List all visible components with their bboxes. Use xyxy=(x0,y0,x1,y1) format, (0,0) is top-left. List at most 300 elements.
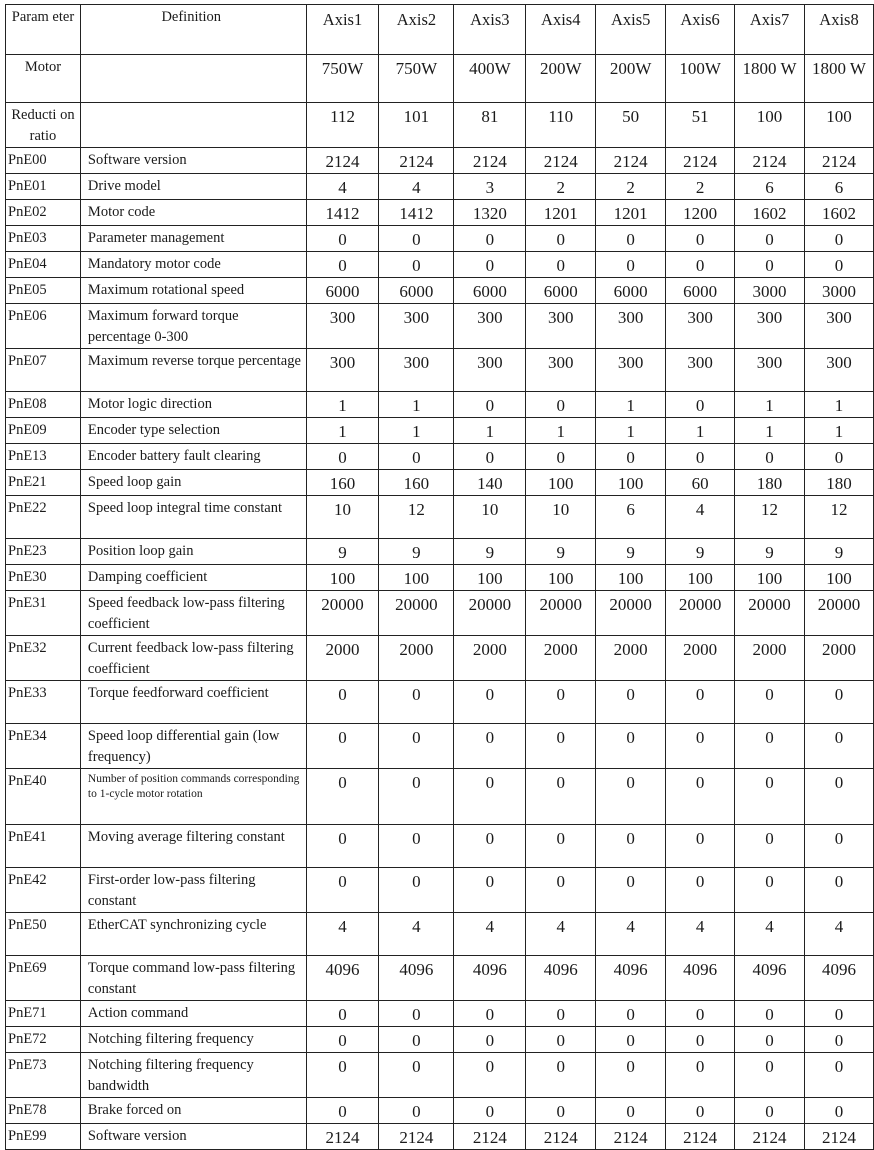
axis-1-value-cell: 2124 xyxy=(306,1124,379,1150)
axis-4-value-cell: 100 xyxy=(526,470,596,496)
definition-cell: Number of position commands corresponding to 1-cycle motor rotation xyxy=(80,769,306,825)
axis-7-value-cell: 6 xyxy=(735,174,805,200)
axis-6-value-cell: 2 xyxy=(666,174,735,200)
definition-cell: Position loop gain xyxy=(80,539,306,565)
axis-1-value-cell: 112 xyxy=(306,103,379,148)
table-row xyxy=(6,304,874,349)
table-row xyxy=(6,956,874,1001)
axis-4-value-cell: 0 xyxy=(526,226,596,252)
definition-cell: Encoder battery fault clearing xyxy=(80,444,306,470)
axis-6-value-cell: 4 xyxy=(666,913,735,956)
table-row xyxy=(6,913,874,956)
param-cell: PnE69 xyxy=(6,956,81,1001)
axis-7-value-cell: 0 xyxy=(735,825,805,868)
axis-4-value-cell: 2124 xyxy=(526,1124,596,1150)
axis-2-value-cell: 100 xyxy=(379,565,454,591)
axis-5-value-cell: 0 xyxy=(596,252,666,278)
axis-4-value-cell: 0 xyxy=(526,1001,596,1027)
definition-cell: Brake forced on xyxy=(80,1098,306,1124)
axis-2-value-cell: 160 xyxy=(379,470,454,496)
axis-5-value-cell: 4096 xyxy=(596,956,666,1001)
param-cell: PnE23 xyxy=(6,539,81,565)
axis-6-value-cell: 2000 xyxy=(666,636,735,681)
param-cell: PnE31 xyxy=(6,591,81,636)
definition-cell: Motor logic direction xyxy=(80,392,306,418)
axis-4-value-cell: 1 xyxy=(526,418,596,444)
axis-3-value-cell: 0 xyxy=(454,226,526,252)
axis-5-value-cell: 0 xyxy=(596,1027,666,1053)
axis-3-value-cell: 10 xyxy=(454,496,526,539)
axis-4-value-cell: 100 xyxy=(526,565,596,591)
axis-7-value-cell: 0 xyxy=(735,252,805,278)
axis-1-value-cell: 0 xyxy=(306,1053,379,1098)
table-header-row xyxy=(6,5,874,55)
axis-2-value-cell: 750W xyxy=(379,55,454,103)
axis-6-value-cell: 0 xyxy=(666,444,735,470)
definition-cell: Maximum forward torque percentage 0-300 xyxy=(80,304,306,349)
table-row xyxy=(6,868,874,913)
param-cell: PnE00 xyxy=(6,148,81,174)
axis-8-value-cell: 2000 xyxy=(804,636,873,681)
header-axis-5: Axis5 xyxy=(596,5,666,55)
header-axis-2: Axis2 xyxy=(379,5,454,55)
param-cell: PnE34 xyxy=(6,724,81,769)
axis-5-value-cell: 1 xyxy=(596,392,666,418)
axis-8-value-cell: 2124 xyxy=(804,148,873,174)
axis-7-value-cell: 0 xyxy=(735,226,805,252)
axis-8-value-cell: 0 xyxy=(804,1053,873,1098)
axis-1-value-cell: 9 xyxy=(306,539,379,565)
header-axis-8: Axis8 xyxy=(804,5,873,55)
axis-3-value-cell: 300 xyxy=(454,349,526,392)
axis-4-value-cell: 0 xyxy=(526,1098,596,1124)
axis-5-value-cell: 0 xyxy=(596,724,666,769)
axis-8-value-cell: 3000 xyxy=(804,278,873,304)
definition-cell xyxy=(80,55,306,103)
axis-3-value-cell: 100 xyxy=(454,565,526,591)
axis-6-value-cell: 100 xyxy=(666,565,735,591)
axis-8-value-cell: 2124 xyxy=(804,1124,873,1150)
param-cell: PnE21 xyxy=(6,470,81,496)
axis-1-value-cell: 0 xyxy=(306,825,379,868)
axis-3-value-cell: 4096 xyxy=(454,956,526,1001)
definition-cell: Drive model xyxy=(80,174,306,200)
definition-cell: Speed feedback low-pass filtering coefficient xyxy=(80,591,306,636)
axis-2-value-cell: 0 xyxy=(379,252,454,278)
axis-8-value-cell: 100 xyxy=(804,565,873,591)
axis-2-value-cell: 0 xyxy=(379,226,454,252)
axis-8-value-cell: 300 xyxy=(804,349,873,392)
param-cell: PnE42 xyxy=(6,868,81,913)
axis-5-value-cell: 0 xyxy=(596,444,666,470)
axis-2-value-cell: 300 xyxy=(379,304,454,349)
axis-6-value-cell: 0 xyxy=(666,1053,735,1098)
axis-8-value-cell: 4 xyxy=(804,913,873,956)
definition-cell: Damping coefficient xyxy=(80,565,306,591)
table-row xyxy=(6,252,874,278)
definition-cell: Action command xyxy=(80,1001,306,1027)
axis-7-value-cell: 100 xyxy=(735,565,805,591)
axis-8-value-cell: 6 xyxy=(804,174,873,200)
axis-5-value-cell: 0 xyxy=(596,1098,666,1124)
axis-4-value-cell: 2124 xyxy=(526,148,596,174)
axis-8-value-cell: 0 xyxy=(804,868,873,913)
table-body xyxy=(6,55,874,1150)
axis-4-value-cell: 6000 xyxy=(526,278,596,304)
param-cell: PnE05 xyxy=(6,278,81,304)
axis-6-value-cell: 0 xyxy=(666,226,735,252)
axis-3-value-cell: 9 xyxy=(454,539,526,565)
axis-8-value-cell: 1602 xyxy=(804,200,873,226)
param-cell: PnE32 xyxy=(6,636,81,681)
axis-8-value-cell: 300 xyxy=(804,304,873,349)
axis-8-value-cell: 100 xyxy=(804,103,873,148)
axis-3-value-cell: 0 xyxy=(454,252,526,278)
axis-6-value-cell: 6000 xyxy=(666,278,735,304)
axis-4-value-cell: 10 xyxy=(526,496,596,539)
axis-5-value-cell: 0 xyxy=(596,868,666,913)
axis-2-value-cell: 101 xyxy=(379,103,454,148)
axis-1-value-cell: 6000 xyxy=(306,278,379,304)
axis-2-value-cell: 0 xyxy=(379,825,454,868)
definition-cell: Current feedback low-pass filtering coefficient xyxy=(80,636,306,681)
definition-cell: Speed loop differential gain (low frequency) xyxy=(80,724,306,769)
axis-6-value-cell: 51 xyxy=(666,103,735,148)
table-row xyxy=(6,769,874,825)
axis-4-value-cell: 0 xyxy=(526,392,596,418)
axis-6-value-cell: 0 xyxy=(666,825,735,868)
axis-6-value-cell: 9 xyxy=(666,539,735,565)
header-axis-7: Axis7 xyxy=(735,5,805,55)
table-row xyxy=(6,55,874,103)
axis-8-value-cell: 1800 W xyxy=(804,55,873,103)
axis-8-value-cell: 4096 xyxy=(804,956,873,1001)
axis-5-value-cell: 6000 xyxy=(596,278,666,304)
axis-4-value-cell: 0 xyxy=(526,444,596,470)
param-cell: PnE41 xyxy=(6,825,81,868)
definition-cell: Notching filtering frequency xyxy=(80,1027,306,1053)
axis-6-value-cell: 100W xyxy=(666,55,735,103)
table-row xyxy=(6,278,874,304)
table-row xyxy=(6,392,874,418)
param-cell: PnE73 xyxy=(6,1053,81,1098)
axis-8-value-cell: 9 xyxy=(804,539,873,565)
axis-2-value-cell: 4 xyxy=(379,174,454,200)
axis-5-value-cell: 0 xyxy=(596,825,666,868)
axis-2-value-cell: 0 xyxy=(379,1027,454,1053)
axis-1-value-cell: 1412 xyxy=(306,200,379,226)
axis-5-value-cell: 0 xyxy=(596,226,666,252)
axis-3-value-cell: 1320 xyxy=(454,200,526,226)
definition-cell: Maximum rotational speed xyxy=(80,278,306,304)
axis-3-value-cell: 2000 xyxy=(454,636,526,681)
axis-8-value-cell: 1 xyxy=(804,392,873,418)
axis-1-value-cell: 20000 xyxy=(306,591,379,636)
axis-2-value-cell: 2124 xyxy=(379,148,454,174)
axis-1-value-cell: 0 xyxy=(306,769,379,825)
axis-7-value-cell: 9 xyxy=(735,539,805,565)
axis-8-value-cell: 0 xyxy=(804,226,873,252)
param-cell: Reducti on ratio xyxy=(6,103,81,148)
axis-3-value-cell: 0 xyxy=(454,1053,526,1098)
axis-4-value-cell: 1201 xyxy=(526,200,596,226)
axis-7-value-cell: 0 xyxy=(735,724,805,769)
axis-5-value-cell: 9 xyxy=(596,539,666,565)
table-row xyxy=(6,1001,874,1027)
axis-5-value-cell: 0 xyxy=(596,681,666,724)
axis-2-value-cell: 1412 xyxy=(379,200,454,226)
parameter-table xyxy=(5,4,874,1150)
axis-7-value-cell: 0 xyxy=(735,1053,805,1098)
definition-cell: Parameter management xyxy=(80,226,306,252)
axis-4-value-cell: 0 xyxy=(526,868,596,913)
axis-4-value-cell: 20000 xyxy=(526,591,596,636)
axis-8-value-cell: 0 xyxy=(804,1001,873,1027)
axis-5-value-cell: 300 xyxy=(596,349,666,392)
definition-cell: Software version xyxy=(80,148,306,174)
header-axis-6: Axis6 xyxy=(666,5,735,55)
axis-5-value-cell: 100 xyxy=(596,470,666,496)
axis-8-value-cell: 0 xyxy=(804,444,873,470)
axis-3-value-cell: 81 xyxy=(454,103,526,148)
axis-2-value-cell: 12 xyxy=(379,496,454,539)
axis-1-value-cell: 0 xyxy=(306,724,379,769)
axis-8-value-cell: 0 xyxy=(804,769,873,825)
axis-7-value-cell: 2000 xyxy=(735,636,805,681)
axis-5-value-cell: 20000 xyxy=(596,591,666,636)
axis-5-value-cell: 1 xyxy=(596,418,666,444)
axis-3-value-cell: 2124 xyxy=(454,1124,526,1150)
axis-2-value-cell: 0 xyxy=(379,769,454,825)
axis-2-value-cell: 0 xyxy=(379,868,454,913)
axis-1-value-cell: 0 xyxy=(306,868,379,913)
param-cell: PnE06 xyxy=(6,304,81,349)
axis-5-value-cell: 2 xyxy=(596,174,666,200)
axis-6-value-cell: 0 xyxy=(666,724,735,769)
axis-5-value-cell: 2124 xyxy=(596,148,666,174)
axis-4-value-cell: 200W xyxy=(526,55,596,103)
axis-8-value-cell: 1 xyxy=(804,418,873,444)
table-row xyxy=(6,496,874,539)
param-cell: PnE30 xyxy=(6,565,81,591)
axis-6-value-cell: 0 xyxy=(666,769,735,825)
axis-3-value-cell: 140 xyxy=(454,470,526,496)
axis-2-value-cell: 4 xyxy=(379,913,454,956)
axis-7-value-cell: 1602 xyxy=(735,200,805,226)
axis-6-value-cell: 0 xyxy=(666,1098,735,1124)
axis-6-value-cell: 0 xyxy=(666,392,735,418)
axis-3-value-cell: 0 xyxy=(454,825,526,868)
table-row xyxy=(6,226,874,252)
axis-7-value-cell: 1 xyxy=(735,392,805,418)
param-cell: PnE78 xyxy=(6,1098,81,1124)
axis-2-value-cell: 2124 xyxy=(379,1124,454,1150)
axis-7-value-cell: 300 xyxy=(735,304,805,349)
axis-7-value-cell: 180 xyxy=(735,470,805,496)
axis-5-value-cell: 0 xyxy=(596,769,666,825)
definition-cell xyxy=(80,103,306,148)
axis-6-value-cell: 300 xyxy=(666,304,735,349)
axis-3-value-cell: 0 xyxy=(454,1001,526,1027)
axis-7-value-cell: 0 xyxy=(735,444,805,470)
axis-4-value-cell: 2000 xyxy=(526,636,596,681)
axis-8-value-cell: 20000 xyxy=(804,591,873,636)
header-axis-4: Axis4 xyxy=(526,5,596,55)
axis-3-value-cell: 0 xyxy=(454,1098,526,1124)
axis-5-value-cell: 1201 xyxy=(596,200,666,226)
axis-7-value-cell: 0 xyxy=(735,769,805,825)
axis-3-value-cell: 0 xyxy=(454,444,526,470)
axis-1-value-cell: 300 xyxy=(306,304,379,349)
axis-5-value-cell: 100 xyxy=(596,565,666,591)
axis-4-value-cell: 4 xyxy=(526,913,596,956)
axis-4-value-cell: 0 xyxy=(526,681,596,724)
axis-6-value-cell: 4096 xyxy=(666,956,735,1001)
axis-7-value-cell: 1800 W xyxy=(735,55,805,103)
param-cell: PnE72 xyxy=(6,1027,81,1053)
axis-5-value-cell: 0 xyxy=(596,1001,666,1027)
axis-3-value-cell: 2124 xyxy=(454,148,526,174)
table-row xyxy=(6,103,874,148)
axis-1-value-cell: 10 xyxy=(306,496,379,539)
axis-4-value-cell: 9 xyxy=(526,539,596,565)
axis-8-value-cell: 180 xyxy=(804,470,873,496)
param-cell: PnE01 xyxy=(6,174,81,200)
header-axis-1: Axis1 xyxy=(306,5,379,55)
axis-7-value-cell: 12 xyxy=(735,496,805,539)
param-cell: PnE08 xyxy=(6,392,81,418)
axis-6-value-cell: 0 xyxy=(666,868,735,913)
axis-7-value-cell: 2124 xyxy=(735,148,805,174)
definition-cell: Speed loop integral time constant xyxy=(80,496,306,539)
axis-5-value-cell: 2000 xyxy=(596,636,666,681)
axis-3-value-cell: 4 xyxy=(454,913,526,956)
axis-3-value-cell: 0 xyxy=(454,1027,526,1053)
axis-6-value-cell: 20000 xyxy=(666,591,735,636)
axis-8-value-cell: 0 xyxy=(804,825,873,868)
axis-4-value-cell: 0 xyxy=(526,769,596,825)
axis-1-value-cell: 0 xyxy=(306,1001,379,1027)
definition-cell: Torque feedforward coefficient xyxy=(80,681,306,724)
axis-7-value-cell: 300 xyxy=(735,349,805,392)
definition-cell: EtherCAT synchronizing cycle xyxy=(80,913,306,956)
table-row xyxy=(6,148,874,174)
axis-4-value-cell: 300 xyxy=(526,349,596,392)
axis-1-value-cell: 1 xyxy=(306,392,379,418)
axis-1-value-cell: 2124 xyxy=(306,148,379,174)
definition-cell: First-order low-pass filtering constant xyxy=(80,868,306,913)
axis-6-value-cell: 2124 xyxy=(666,1124,735,1150)
axis-1-value-cell: 0 xyxy=(306,681,379,724)
table-row xyxy=(6,636,874,681)
axis-2-value-cell: 0 xyxy=(379,1053,454,1098)
axis-4-value-cell: 0 xyxy=(526,252,596,278)
definition-cell: Torque command low-pass filtering constant xyxy=(80,956,306,1001)
axis-3-value-cell: 6000 xyxy=(454,278,526,304)
table-row xyxy=(6,470,874,496)
axis-3-value-cell: 3 xyxy=(454,174,526,200)
axis-4-value-cell: 4096 xyxy=(526,956,596,1001)
table-row xyxy=(6,1098,874,1124)
axis-5-value-cell: 200W xyxy=(596,55,666,103)
axis-7-value-cell: 20000 xyxy=(735,591,805,636)
axis-2-value-cell: 1 xyxy=(379,392,454,418)
axis-4-value-cell: 110 xyxy=(526,103,596,148)
axis-6-value-cell: 1 xyxy=(666,418,735,444)
definition-cell: Mandatory motor code xyxy=(80,252,306,278)
table-row xyxy=(6,825,874,868)
axis-5-value-cell: 6 xyxy=(596,496,666,539)
definition-cell: Speed loop gain xyxy=(80,470,306,496)
axis-1-value-cell: 1 xyxy=(306,418,379,444)
axis-1-value-cell: 0 xyxy=(306,252,379,278)
axis-2-value-cell: 6000 xyxy=(379,278,454,304)
table-row xyxy=(6,591,874,636)
table-row xyxy=(6,349,874,392)
axis-8-value-cell: 0 xyxy=(804,1098,873,1124)
table-row xyxy=(6,565,874,591)
axis-2-value-cell: 4096 xyxy=(379,956,454,1001)
axis-3-value-cell: 1 xyxy=(454,418,526,444)
axis-2-value-cell: 0 xyxy=(379,681,454,724)
param-cell: PnE40 xyxy=(6,769,81,825)
axis-1-value-cell: 0 xyxy=(306,1027,379,1053)
param-cell: PnE04 xyxy=(6,252,81,278)
axis-6-value-cell: 4 xyxy=(666,496,735,539)
axis-2-value-cell: 1 xyxy=(379,418,454,444)
axis-6-value-cell: 0 xyxy=(666,1001,735,1027)
definition-cell: Notching filtering frequency bandwidth xyxy=(80,1053,306,1098)
axis-2-value-cell: 0 xyxy=(379,1001,454,1027)
param-cell: PnE33 xyxy=(6,681,81,724)
definition-cell: Software version xyxy=(80,1124,306,1150)
axis-1-value-cell: 0 xyxy=(306,226,379,252)
axis-1-value-cell: 100 xyxy=(306,565,379,591)
axis-7-value-cell: 1 xyxy=(735,418,805,444)
axis-4-value-cell: 0 xyxy=(526,825,596,868)
axis-2-value-cell: 9 xyxy=(379,539,454,565)
axis-2-value-cell: 0 xyxy=(379,724,454,769)
table-row xyxy=(6,681,874,724)
axis-1-value-cell: 4 xyxy=(306,174,379,200)
axis-7-value-cell: 0 xyxy=(735,1027,805,1053)
param-cell: PnE50 xyxy=(6,913,81,956)
param-cell: Motor xyxy=(6,55,81,103)
axis-8-value-cell: 0 xyxy=(804,681,873,724)
axis-7-value-cell: 4096 xyxy=(735,956,805,1001)
axis-5-value-cell: 4 xyxy=(596,913,666,956)
axis-3-value-cell: 0 xyxy=(454,681,526,724)
definition-cell: Motor code xyxy=(80,200,306,226)
param-cell: PnE71 xyxy=(6,1001,81,1027)
param-cell: PnE07 xyxy=(6,349,81,392)
definition-cell: Encoder type selection xyxy=(80,418,306,444)
axis-4-value-cell: 0 xyxy=(526,1053,596,1098)
header-param: Param eter xyxy=(6,5,81,55)
axis-7-value-cell: 3000 xyxy=(735,278,805,304)
axis-5-value-cell: 2124 xyxy=(596,1124,666,1150)
axis-7-value-cell: 2124 xyxy=(735,1124,805,1150)
definition-cell: Moving average filtering constant xyxy=(80,825,306,868)
axis-3-value-cell: 300 xyxy=(454,304,526,349)
axis-2-value-cell: 2000 xyxy=(379,636,454,681)
axis-7-value-cell: 0 xyxy=(735,1098,805,1124)
axis-2-value-cell: 300 xyxy=(379,349,454,392)
axis-1-value-cell: 750W xyxy=(306,55,379,103)
axis-8-value-cell: 0 xyxy=(804,252,873,278)
axis-6-value-cell: 0 xyxy=(666,1027,735,1053)
axis-6-value-cell: 2124 xyxy=(666,148,735,174)
